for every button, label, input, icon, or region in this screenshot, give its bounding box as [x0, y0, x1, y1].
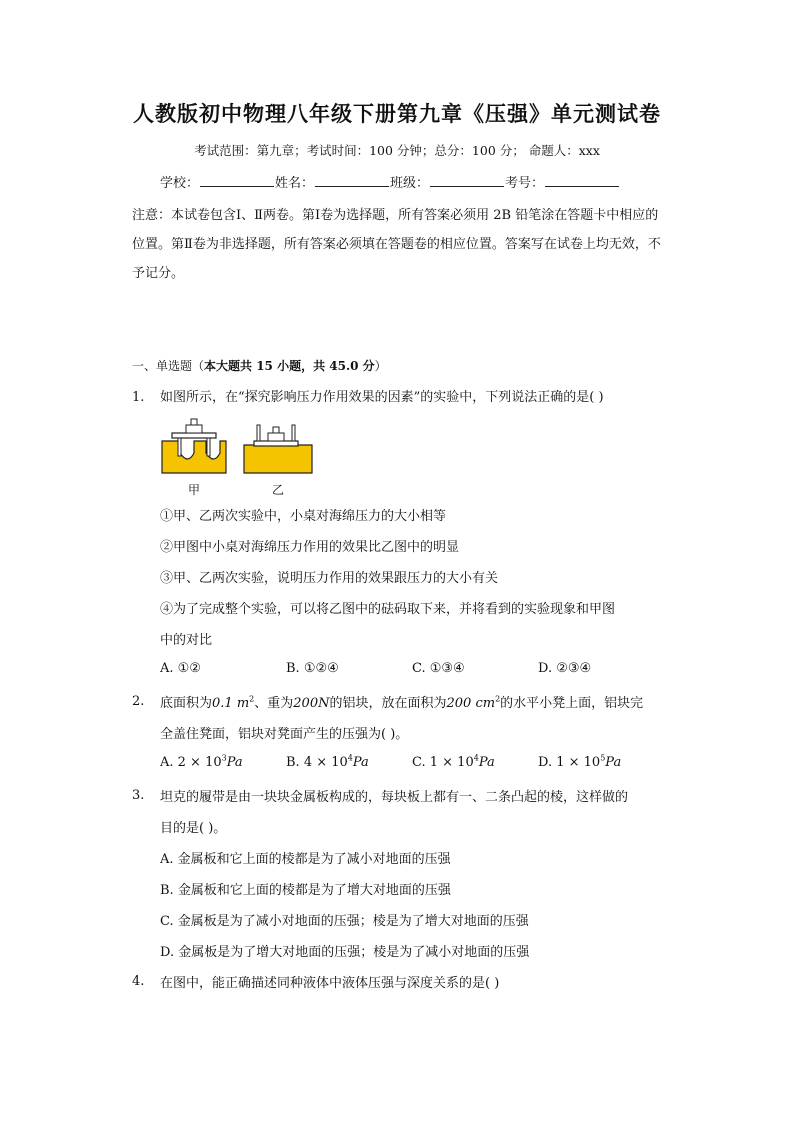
q2-option-d[interactable]: D. $1 \times 10^5Pa$ [538, 753, 622, 770]
q2-line-1: 底面积为0.1 $m^2$、重为200N的铝块，放在面积为200 $cm^2$的水平小凳上面，铝块完 [160, 694, 644, 711]
q1-statement-4b: 中的对比 [160, 633, 213, 648]
q3-line-2: 目的是( )。 [160, 821, 227, 836]
q1-text: 如图所示，在“探究影响压力作用效果的因素”的实验中，下列说法正确的是( ) [160, 390, 604, 405]
class-blank[interactable] [430, 173, 504, 187]
caption-jia: 甲 [188, 483, 201, 497]
q3-option-c[interactable]: C. 金属板是为了减小对地面的压强；棱是为了增大对地面的压强 [160, 914, 529, 929]
q3-option-b[interactable]: B. 金属板和它上面的棱都是为了增大对地面的压强 [160, 883, 451, 898]
q1-option-c[interactable]: C. ①③④ [412, 661, 465, 676]
number-blank[interactable] [545, 173, 619, 187]
q3-option-a[interactable]: A. 金属板和它上面的棱都是为了减小对地面的压强 [160, 852, 451, 867]
caption-yi: 乙 [272, 483, 285, 497]
figure-jia [162, 419, 226, 473]
q3-number: 3. [132, 788, 145, 803]
q1-option-a[interactable]: A. ①② [160, 661, 201, 676]
q2-number: 2. [132, 694, 145, 709]
q3-option-d[interactable]: D. 金属板是为了增大对地面的压强；棱是为了减小对地面的压强 [160, 945, 530, 960]
q2-option-a[interactable]: A. $2 \times 10^3Pa$ [160, 753, 243, 770]
q1-option-d[interactable]: D. ②③④ [538, 661, 592, 676]
name-label: 姓名： [275, 176, 315, 191]
q1-option-b[interactable]: B. ①②④ [286, 661, 339, 676]
exam-note: 注意：本试卷包含Ⅰ、Ⅱ两卷。第Ⅰ卷为选择题，所有答案必须用 2B 铅笔涂在答题卡中相应的位置。第Ⅱ卷为非选择题，所有答案必须填在答题卷的相应位置。答案写在试卷上均无效，不予记分。 [132, 208, 661, 281]
exam-info: 考试范围：第九章；考试时间：100 分钟；总分：100 分； 命题人：xxx [194, 143, 600, 158]
q3-line-1: 坦克的履带是由一块块金属板构成的，每块板上都有一、二条凸起的棱，这样做的 [160, 790, 629, 805]
q1-statement-2: ②甲图中小桌对海绵压力作用的效果比乙图中的明显 [160, 540, 460, 555]
section-heading: 一、单选题（本大题共 15 小题，共 45.0 分） [132, 359, 387, 373]
name-blank[interactable] [315, 173, 389, 187]
class-label: 班级： [390, 176, 430, 191]
q1-statement-1: ①甲、乙两次实验中，小桌对海绵压力的大小相等 [160, 509, 447, 524]
q1-statement-3: ③甲、乙两次实验，说明压力作用的效果跟压力的大小有关 [160, 571, 499, 586]
q4-number: 4. [132, 974, 145, 989]
q4-text: 在图中，能正确描述同种液体中液体压强与深度关系的是( ) [160, 976, 500, 991]
school-label: 学校： [160, 176, 200, 191]
q1-number: 1. [132, 390, 145, 405]
school-blank[interactable] [200, 173, 274, 187]
student-fields [160, 172, 620, 191]
number-label: 考号： [505, 176, 545, 191]
sponge-experiment-figure [158, 415, 328, 477]
q2-option-c[interactable]: C. $1 \times 10^4Pa$ [412, 753, 495, 770]
q1-statement-4a: ④为了完成整个实验，可以将乙图中的砝码取下来，并将看到的实验现象和甲图 [160, 602, 616, 617]
exam-title: 人教版初中物理八年级下册第九章《压强》单元测试卷 [133, 101, 661, 126]
q2-line-2: 全盖住凳面，铝块对凳面产生的压强为( )。 [160, 727, 409, 742]
figure-yi [244, 425, 312, 473]
q2-option-b[interactable]: B. $4 \times 10^4Pa$ [286, 753, 369, 770]
